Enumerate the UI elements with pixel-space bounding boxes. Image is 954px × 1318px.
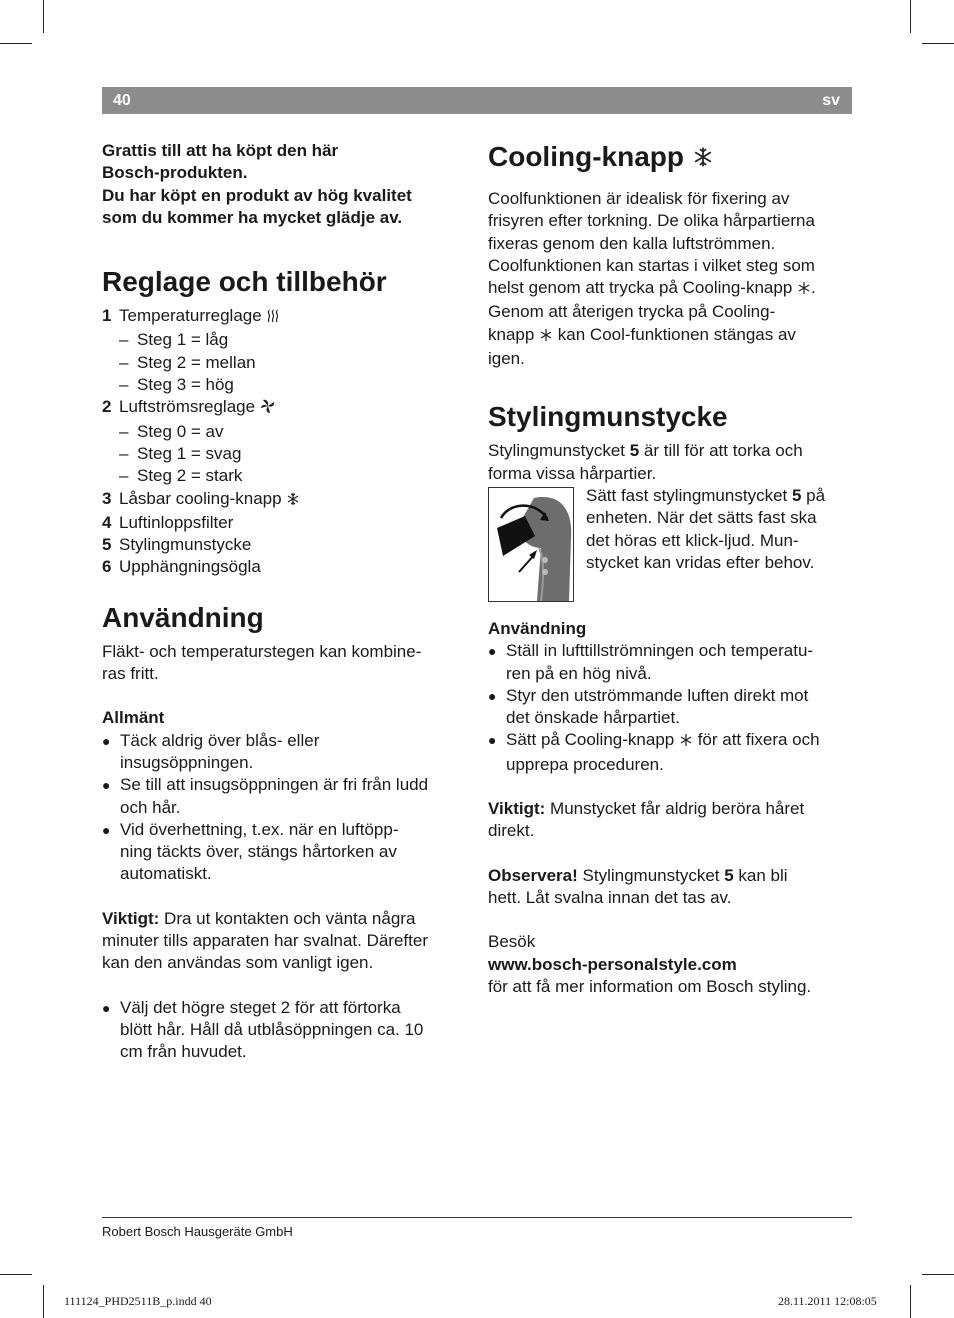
- crop-mark: [910, 0, 911, 33]
- website-link[interactable]: www.bosch-personalstyle.com: [488, 954, 737, 974]
- snowflake-icon: [539, 326, 553, 348]
- usage-intro: Fläkt- och temperaturstegen kan kombine- ras fritt.: [102, 641, 422, 684]
- nozzle-illustration: [488, 487, 574, 602]
- list-subitem: – Steg 0 = av: [119, 421, 224, 441]
- list-item: ● Se till att insugsöppningen är fri från ludd och hår.: [102, 775, 429, 817]
- list-item: ● Sätt på Cooling-knapp för att fixera och upprepa proceduren.: [488, 730, 820, 774]
- footer-company: Robert Bosch Hausgeräte GmbH: [102, 1224, 293, 1239]
- footer-divider: [102, 1217, 852, 1218]
- left-column: [102, 140, 462, 1064]
- styling-figure-block: [488, 485, 852, 606]
- print-slug-file: 111124_PHD2511B_p.indd 40: [64, 1294, 212, 1308]
- list-item: 2 Luftströmsreglage: [102, 396, 462, 420]
- fan-icon: [260, 398, 276, 420]
- list-item: ● Täck aldrig över blås- eller insugsöppningen.: [102, 730, 320, 772]
- language-code: sv: [822, 92, 840, 109]
- list-item: ● Ställ in lufttillströmningen och temperatu- ren på en hög nivå.: [488, 641, 814, 683]
- print-slug-date: 28.11.2011 12:08:05: [778, 1294, 877, 1308]
- page-header: [102, 87, 852, 114]
- section-title-styling: Stylingmunstycke: [488, 401, 728, 433]
- heat-icon: [266, 307, 280, 329]
- subheading-allmant: Allmänt: [102, 708, 165, 728]
- crop-mark: [922, 1274, 954, 1275]
- intro-text: Grattis till att ha köpt den här Bosch-produkten. Du har köpt en produkt av hög kvalitet som du kommer ha mycket glädje av.: [102, 141, 412, 227]
- page-number: 40: [113, 92, 131, 109]
- section-title-reglage: Reglage och tillbehör: [102, 266, 387, 298]
- crop-mark: [922, 43, 954, 44]
- list-item: ● Välj det högre steget 2 för att förtorka blött hår. Håll då utblåsöppningen ca. 10 cm från huvudet.: [102, 997, 424, 1062]
- section-title-cooling: Cooling-knapp: [488, 140, 852, 176]
- important-note: Viktigt: Dra ut kontakten och vänta några minuter tills apparaten har svalnat. Därefter kan den användas som vanligt igen.: [102, 908, 428, 973]
- list-item: ● Styr den utströmmande luften direkt mot det önskade hårpartiet.: [488, 685, 809, 728]
- right-column: [488, 140, 852, 998]
- snowflake-icon: [679, 731, 693, 753]
- controls-list: [102, 305, 462, 579]
- crop-mark: [0, 43, 32, 44]
- snowflake-icon: [692, 142, 714, 176]
- list-subitem: – Steg 3 = hög: [119, 375, 234, 395]
- visit-note: Besök www.bosch-personalstyle.com för att få mer information om Bosch styling.: [488, 931, 852, 998]
- list-subitem: – Steg 1 = svag: [119, 443, 242, 463]
- caution-note: Observera! Stylingmunstycket 5 kan bli hett. Låt svalna innan det tas av.: [488, 865, 788, 907]
- list-item: 3 Låsbar cooling-knapp: [102, 488, 462, 512]
- list-subitem: – Steg 2 = stark: [119, 466, 243, 486]
- list-item: 1 Temperaturreglage: [102, 305, 462, 329]
- cooling-text: Coolfunktionen är idealisk för fixering av frisyren efter torkning. De olika hårpartierna fixeras genom den kalla luftströmmen. Coolfunktionen kan startas i vilket steg som helst genom att trycka på Cooling-knapp . Genom att återigen trycka på Cooling- knapp kan Cool-funktionen stängas av igen.: [488, 189, 816, 369]
- subheading-anvandning: Användning: [488, 618, 587, 638]
- crop-mark: [43, 1285, 44, 1318]
- list-item: 6 Upphängningsögla: [102, 557, 261, 577]
- section-title-anvandning: Användning: [102, 601, 264, 633]
- list-item: ● Vid överhettning, t.ex. när en luftöpp- ning täckts över, stängs hårtorken av automatiskt.: [102, 819, 399, 884]
- snowflake-icon: [797, 279, 811, 301]
- list-subitem: – Steg 1 = låg: [119, 330, 229, 350]
- styling-figure-text: Sätt fast stylingmunstycket 5 på enheten. När det sätts fast ska det höras ett klick-ljud. Mun- stycket kan vridas efter behov.: [586, 485, 826, 572]
- list-subitem: – Steg 2 = mellan: [119, 352, 256, 372]
- crop-mark: [43, 0, 44, 33]
- list-item: 5 Stylingmunstycke: [102, 535, 252, 555]
- styling-intro: Stylingmunstycket 5 är till för att torka och forma vissa hårpartier.: [488, 441, 803, 483]
- crop-mark: [0, 1274, 32, 1275]
- list-item: 4 Luftinloppsfilter: [102, 512, 234, 532]
- important-note: Viktigt: Munstycket får aldrig beröra håret direkt.: [488, 799, 805, 841]
- crop-mark: [910, 1285, 911, 1318]
- snowflake-icon: [286, 490, 300, 512]
